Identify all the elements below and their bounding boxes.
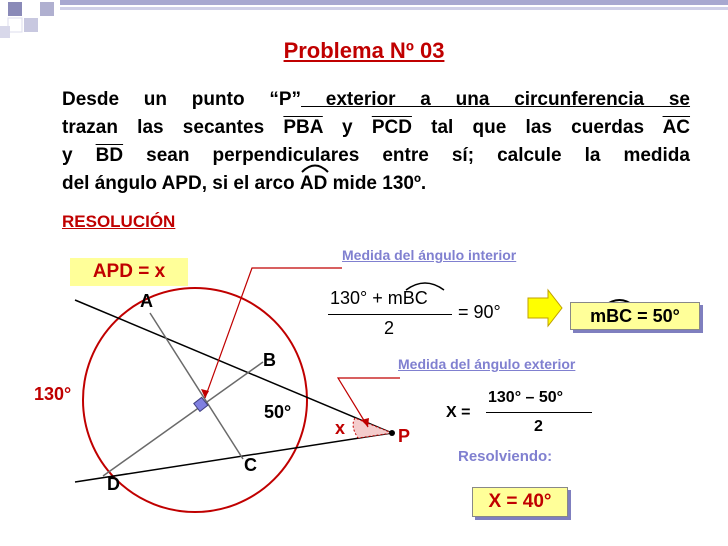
problem-text: sean perpendiculares entre sí; calcule la medida	[123, 145, 690, 166]
hint-exterior: Medida del ángulo exterior	[398, 356, 576, 372]
pointer-line	[338, 378, 400, 427]
chord-ac: $\overline{AC}$	[662, 117, 691, 138]
arc-bc-label: 50°	[264, 402, 292, 422]
problem-text: y	[62, 145, 96, 166]
unknown-box: APD = x	[70, 258, 188, 286]
segment-pba: $\overline{PBA}$	[283, 117, 323, 138]
problem-text: trazan las secantes	[62, 117, 284, 138]
label-c: C	[244, 455, 257, 475]
eq1-denominator: 2	[384, 318, 395, 338]
page-title: Problema Nº 03	[283, 38, 445, 63]
section-heading: RESOLUCIÓN	[62, 212, 176, 231]
result-mbc: mBC = 50°	[570, 302, 700, 330]
eq1-fraction-bar	[328, 314, 452, 315]
arc-ad-label: 130°	[34, 384, 72, 404]
answer-box: X = 40°	[472, 487, 568, 517]
arc-ad: AD	[299, 173, 328, 194]
label-p: P	[398, 426, 411, 446]
block-arrow-icon	[528, 290, 562, 326]
eq1-numerator: 130° + mBC	[330, 288, 428, 308]
problem-text: tal que las cuerdas	[411, 117, 663, 138]
chord-bd	[103, 362, 263, 476]
chord-bd: $\overline{BD}$	[95, 145, 124, 166]
point-p	[389, 430, 395, 436]
problem-text: Desde un punto “P”	[62, 89, 302, 110]
pointer-line	[205, 268, 342, 398]
eq2-lhs: X =	[446, 404, 471, 421]
eq1-rhs: = 90°	[458, 302, 501, 322]
label-b: B	[263, 350, 276, 370]
eq2-fraction-bar	[486, 412, 592, 413]
problem-text: y	[322, 117, 372, 138]
problem-text: exterior a una circunferencia se	[301, 89, 691, 110]
label-x: x	[335, 418, 346, 438]
label-d: D	[107, 474, 120, 494]
angle-x-mark	[353, 418, 392, 438]
label-a: A	[140, 291, 153, 311]
secant-pcd	[75, 433, 392, 482]
hint-interior: Medida del ángulo interior	[342, 247, 517, 263]
eq2-numerator: 130° – 50°	[488, 389, 564, 406]
problem-text: mide 130º.	[327, 173, 427, 194]
solving-label: Resolviendo:	[458, 448, 553, 465]
eq2-denominator: 2	[534, 418, 543, 435]
segment-pcd: $\overline{PCD}$	[371, 117, 412, 138]
problem-text: del ángulo APD, si el arco	[62, 173, 300, 194]
